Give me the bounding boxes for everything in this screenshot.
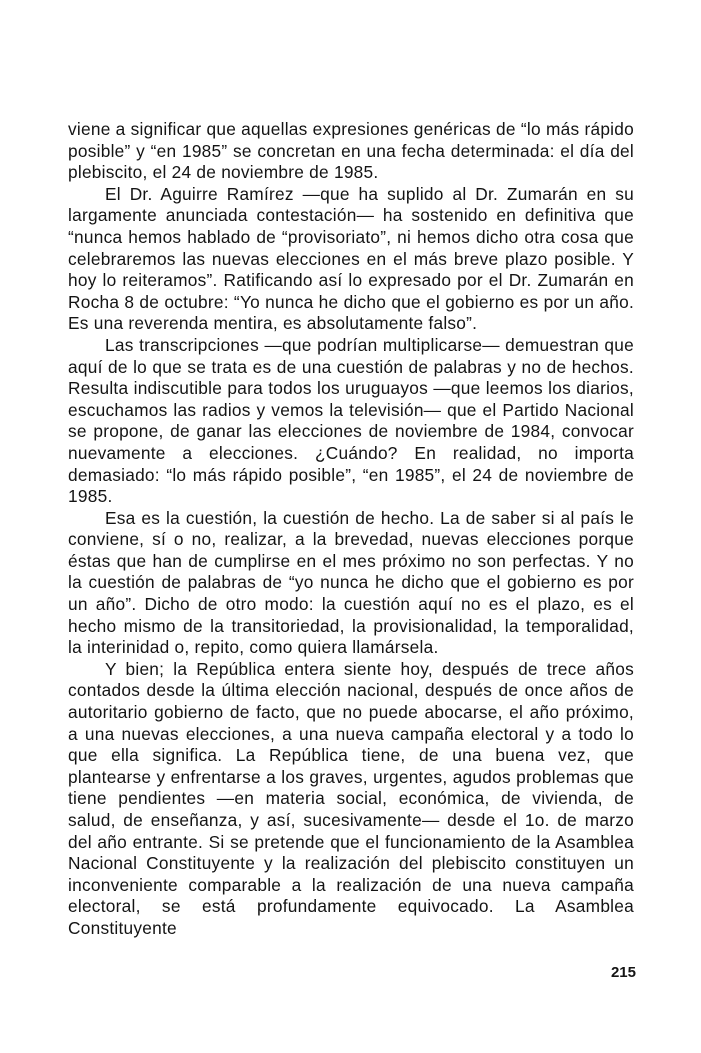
- paragraph-1: viene a significar que aquellas expresiones genéricas de “lo más rápido posible” y “en 1985” se concretan en una fecha determinada: el día del plebiscito, el 24 de noviembre de 1985.: [68, 119, 634, 183]
- paragraph-3: Las transcripciones —que podrían multiplicarse— demuestran que aquí de lo que se trata es de una cuestión de palabras y no de hechos. Resulta indiscutible para todos los uruguayos —que leemos los diarios, escuchamos las radios y vemos la televisión— que el Partido Nacional se propone, de ganar las elecciones de noviembre de 1984, convocar nuevamente a elecciones. ¿Cuándo? En realidad, no importa demasiado: “lo más rápido posible”, “en 1985”, el 24 de noviembre de 1985.: [68, 334, 634, 507]
- paragraph-4: Esa es la cuestión, la cuestión de hecho. La de saber si al país le conviene, sí o no, realizar, a la brevedad, nuevas elecciones porque éstas que han de cumplirse en el mes próximo no son perfectas. Y no la cuestión de palabras de “yo nunca he dicho que el gobierno es por un año”. Dicho de otro modo: la cuestión aquí no es el plazo, es el hecho mismo de la transitoriedad, la provisionalidad, la temporalidad, la interinidad o, repito, como quiera llamársela.: [68, 507, 634, 658]
- body-text: [68, 119, 634, 940]
- paragraph-2: El Dr. Aguirre Ramírez —que ha suplido al Dr. Zumarán en su largamente anunciada contestación— ha sostenido en definitiva que “nunca hemos hablado de “provisoriato”, ni hemos dicho otra cosa que celebraremos las nuevas elecciones en el más breve plazo posible. Y hoy lo reiteramos”. Ratificando así lo expresado por el Dr. Zumarán en Rocha 8 de octubre: “Yo nunca he dicho que el gobierno es por un año. Es una reverenda mentira, es absolutamente falso”.: [68, 183, 634, 334]
- page-number: 215: [610, 964, 636, 981]
- paragraph-5: Y bien; la República entera siente hoy, después de trece años contados desde la última elección nacional, después de once años de autoritario gobierno de facto, que no puede abocarse, el año próximo, a una nuevas elecciones, a una nueva campaña electoral y a todo lo que ella significa. La República tiene, de una buena vez, que plantearse y enfrentarse a los graves, urgentes, agudos problemas que tiene pendientes —en materia social, económica, de vivienda, de salud, de enseñanza, y así, sucesivamente— desde el 1o. de marzo del año entrante. Si se pretende que el funcionamiento de la Asamblea Nacional Constituyente y la realización del plebiscito constituyen un inconveniente comparable a la realización de una nueva campaña electoral, se está profundamente equivocado. La Asamblea Constituyente: [68, 658, 634, 938]
